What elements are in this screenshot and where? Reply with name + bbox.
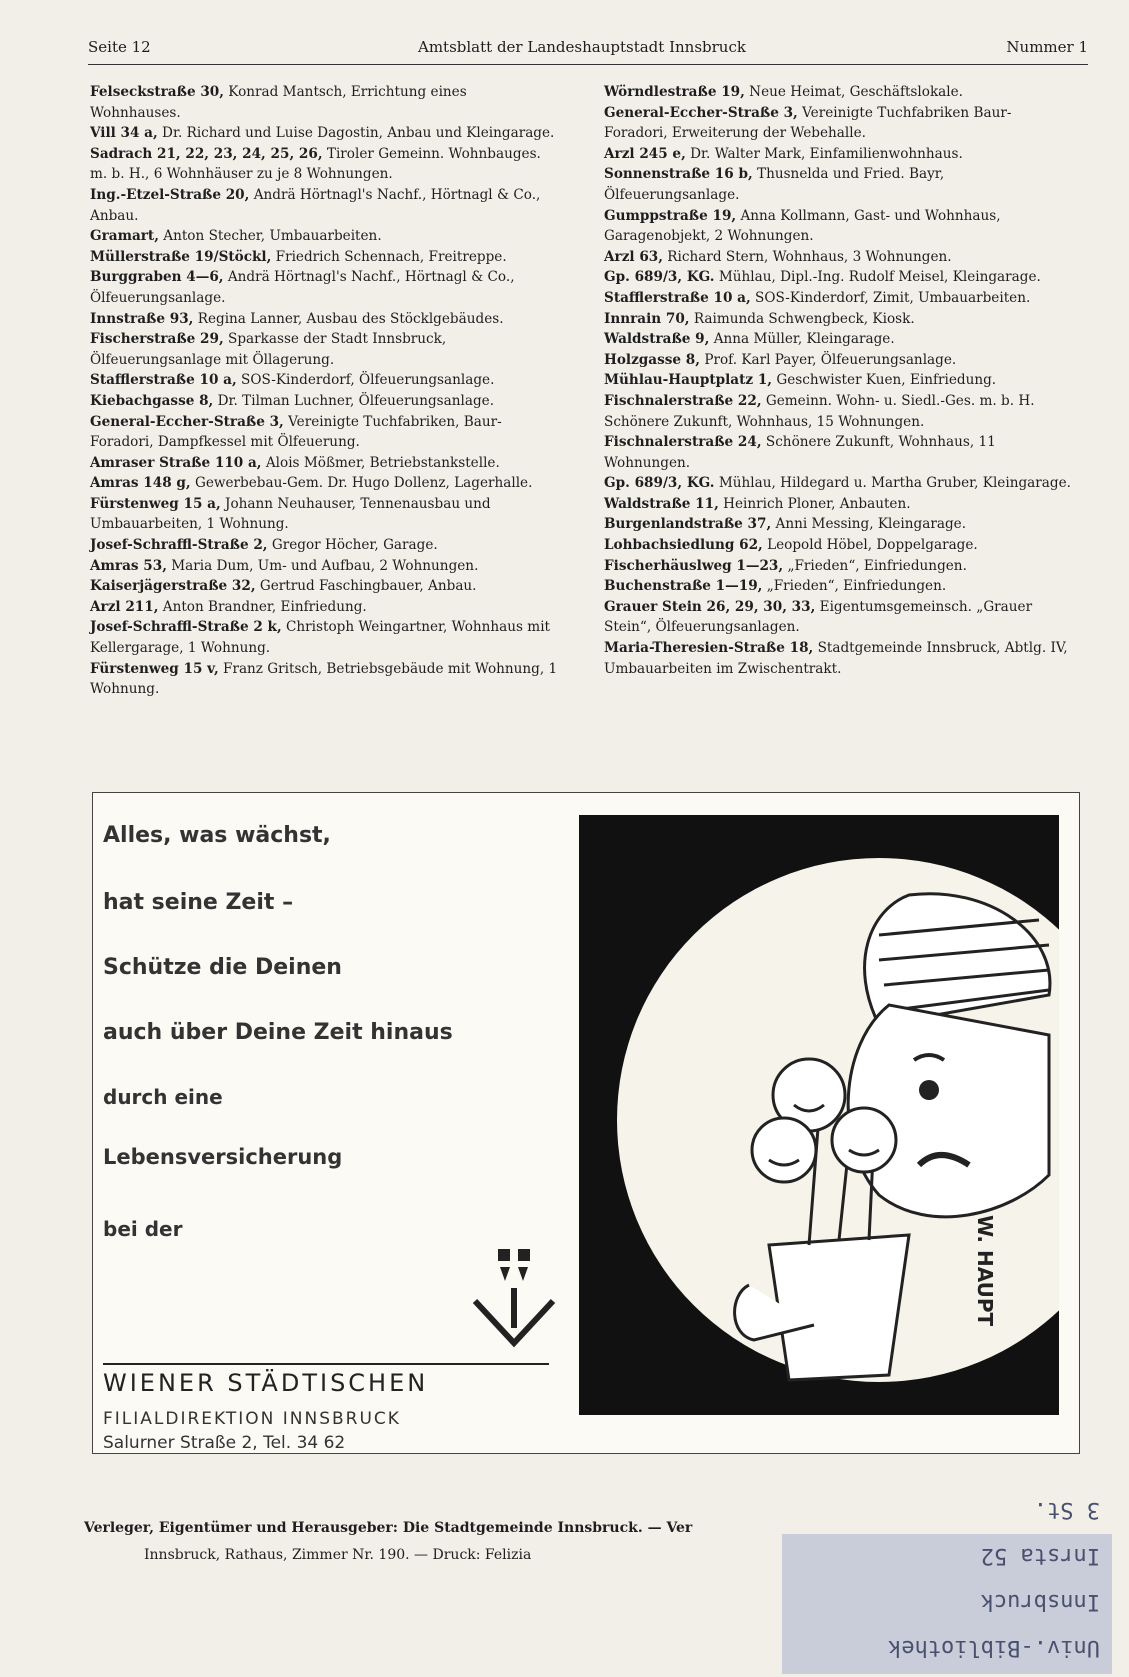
right-column xyxy=(604,82,1074,679)
stamp-line: Univ.-Bibliothek xyxy=(888,1635,1100,1660)
insurance-logo-icon xyxy=(469,1243,559,1353)
permit-entry xyxy=(90,226,560,247)
permit-details: SOS-Kinderdorf, Ölfeuerungsanlage. xyxy=(236,372,495,389)
permit-entry xyxy=(604,535,1074,556)
permit-details: Mühlau, Hildegard u. Martha Gruber, Kleingarage. xyxy=(714,475,1071,492)
permit-entry xyxy=(604,494,1074,515)
street-name: Kaiserjägerstraße 32, xyxy=(90,578,256,595)
street-name: Innrain 70, xyxy=(604,310,690,327)
imprint-line: Verleger, Eigentümer und Herausgeber: Die Stadtgemeinde Innsbruck. — Ver xyxy=(84,1520,693,1536)
issue-number: Nummer 1 xyxy=(1006,38,1088,56)
imprint xyxy=(84,1515,724,1569)
permit-entry xyxy=(604,247,1074,268)
street-name: Fischerhäuslweg 1—23, xyxy=(604,557,784,574)
permit-entry xyxy=(604,329,1074,350)
permit-entry xyxy=(604,597,1074,638)
permit-details: SOS-Kinderdorf, Zimit, Umbauarbeiten. xyxy=(750,289,1031,306)
permit-details: Maria Dum, Um- und Aufbau, 2 Wohnungen. xyxy=(166,557,479,574)
permit-details: Regina Lanner, Ausbau des Stöcklgebäudes. xyxy=(193,310,504,327)
permit-entry xyxy=(604,164,1074,205)
permit-details: Raimunda Schwengbeck, Kiosk. xyxy=(689,310,915,327)
permit-entry xyxy=(604,370,1074,391)
street-name: Amras 53, xyxy=(90,557,167,574)
street-name: Mühlau-Hauptplatz 1, xyxy=(604,372,773,389)
permit-entry xyxy=(604,514,1074,535)
ad-line: hat seine Zeit – xyxy=(103,890,294,915)
permit-details: Anton Stecher, Umbauarbeiten. xyxy=(158,228,382,245)
street-name: Kiebachgasse 8, xyxy=(90,392,214,409)
page-header xyxy=(88,34,1088,65)
permit-details: Dr. Richard und Luise Dagostin, Anbau und Kleingarage. xyxy=(157,125,555,142)
permit-details: Franz Gritsch, Betriebsgebäude mit Wohnung, 1 Wohnung. xyxy=(90,660,558,698)
permit-details: Stadtgemeinde Innsbruck, Abtlg. IV, Umbauarbeiten im Zwischentrakt. xyxy=(604,640,1068,677)
permit-details: Alois Mößmer, Betriebstankstelle. xyxy=(261,454,500,471)
permit-entry xyxy=(604,350,1074,371)
stamp-line: Inrsta 52 xyxy=(980,1543,1100,1568)
street-name: Fürstenweg 15 v, xyxy=(90,660,219,677)
permit-details: Vereinigte Tuchfabriken, Baur-Foradori, Dampfkessel mit Ölfeuerung. xyxy=(90,413,502,451)
permit-entry xyxy=(90,123,560,144)
permit-entry xyxy=(604,473,1074,494)
street-name: Stafflerstraße 10 a, xyxy=(604,289,751,306)
permit-details: Christoph Weingartner, Wohnhaus mit Kellergarage, 1 Wohnung. xyxy=(90,619,551,657)
permit-details: Friedrich Schennach, Freitreppe. xyxy=(271,248,507,265)
permit-details: Neue Heimat, Geschäftslokale. xyxy=(744,84,963,100)
permit-entry xyxy=(90,535,560,556)
street-name: Gumppstraße 19, xyxy=(604,207,737,224)
street-name: Vill 34 a, xyxy=(90,125,158,142)
permit-entry xyxy=(90,370,560,391)
street-name: Arzl 211, xyxy=(90,598,159,615)
permit-entry xyxy=(90,576,560,597)
stamp-line: 3 St. xyxy=(1033,1497,1100,1522)
street-name: Arzl 63, xyxy=(604,248,663,265)
ad-line: auch über Deine Zeit hinaus xyxy=(103,1020,453,1045)
permit-entry xyxy=(604,144,1074,165)
permit-entry xyxy=(604,206,1074,247)
street-name: Gp. 689/3, KG. xyxy=(604,269,715,286)
street-name: Amraser Straße 110 a, xyxy=(90,454,262,471)
street-name: Gramart, xyxy=(90,228,159,245)
imprint-line: Innsbruck, Rathaus, Zimmer Nr. 190. — Druck: Felizia xyxy=(144,1547,532,1563)
permit-details: Andrä Hörtnagl's Nachf., Hörtnagl & Co., Anbau. xyxy=(90,186,541,224)
permit-details: Konrad Mantsch, Errichtung eines Wohnhauses. xyxy=(90,84,467,121)
permit-details: Gertrud Faschingbauer, Anbau. xyxy=(255,578,477,595)
permit-entry xyxy=(604,432,1074,473)
permit-entry xyxy=(604,638,1074,679)
permit-details: Tiroler Gemeinn. Wohnbauges. m. b. H., 6 Wohnhäuser zu je 8 Wohnungen. xyxy=(90,145,541,183)
permit-entry xyxy=(90,309,560,330)
permit-details: Prof. Karl Payer, Ölfeuerungsanlage. xyxy=(700,351,957,368)
permit-entry xyxy=(604,103,1074,144)
street-name: Amras 148 g, xyxy=(90,475,191,492)
permit-entry xyxy=(604,556,1074,577)
street-name: General-Eccher-Straße 3, xyxy=(90,413,284,430)
street-name: Burggraben 4—6, xyxy=(90,269,224,286)
permit-entry xyxy=(90,597,560,618)
permit-details: Gewerbebau-Gem. Dr. Hugo Dollenz, Lagerhalle. xyxy=(190,475,533,492)
library-stamp xyxy=(782,1497,1112,1674)
permit-details: Anna Kollmann, Gast- und Wohnhaus, Garagenobjekt, 2 Wohnungen. xyxy=(604,207,1001,245)
permit-details: Richard Stern, Wohnhaus, 3 Wohnungen. xyxy=(662,248,952,265)
permit-entry xyxy=(604,288,1074,309)
permit-entry xyxy=(90,473,560,494)
ad-line: Alles, was wächst, xyxy=(103,823,331,848)
street-name: Arzl 245 e, xyxy=(604,145,686,162)
left-column xyxy=(90,82,560,700)
permit-details: Johann Neuhauser, Tennenausbau und Umbauarbeiten, 1 Wohnung. xyxy=(90,495,491,533)
street-name: General-Eccher-Straße 3, xyxy=(604,104,798,121)
page-number: Seite 12 xyxy=(88,38,151,56)
street-name: Felseckstraße 30, xyxy=(90,84,224,100)
permit-details: „Frieden“, Einfriedungen. xyxy=(783,557,967,574)
permit-details: Geschwister Kuen, Einfriedung. xyxy=(772,372,997,389)
permit-entry xyxy=(90,412,560,453)
permit-details: Anni Messing, Kleingarage. xyxy=(771,516,967,533)
street-name: Fürstenweg 15 a, xyxy=(90,495,221,512)
permit-entry xyxy=(90,144,560,185)
permit-details: Schönere Zukunft, Wohnhaus, 11 Wohnungen. xyxy=(604,434,996,471)
publication-title: Amtsblatt der Landeshauptstadt Innsbruck xyxy=(418,38,746,56)
permit-entry xyxy=(90,267,560,308)
street-name: Fischnalerstraße 24, xyxy=(604,434,762,451)
street-name: Josef-Schraffl-Straße 2 k, xyxy=(90,619,282,636)
street-name: Wörndlestraße 19, xyxy=(604,84,745,100)
permit-details: „Frieden“, Einfriedungen. xyxy=(762,578,947,595)
permit-entry xyxy=(90,247,560,268)
permit-details: Thusnelda und Fried. Bayr, Ölfeuerungsanlage. xyxy=(604,166,945,203)
branch-name: FILIALDIREKTION INNSBRUCK xyxy=(103,1409,401,1429)
street-name: Ing.-Etzel-Straße 20, xyxy=(90,186,250,203)
ad-line: durch eine xyxy=(103,1085,223,1109)
permit-details: Vereinigte Tuchfabriken Baur-Foradori, Erweiterung der Webehalle. xyxy=(604,104,1012,142)
street-name: Stafflerstraße 10 a, xyxy=(90,372,237,389)
brand-name: WIENER STÄDTISCHEN xyxy=(103,1363,549,1397)
permit-details: Leopold Höbel, Doppelgarage. xyxy=(762,537,978,554)
permit-details: Sparkasse der Stadt Innsbruck, Ölfeuerungsanlage mit Öllagerung. xyxy=(90,331,447,368)
permit-entry xyxy=(90,494,560,535)
ad-line: Lebensversicherung xyxy=(103,1145,343,1169)
street-name: Lohbachsiedlung 62, xyxy=(604,537,763,554)
permit-entry xyxy=(90,556,560,577)
street-name: Burgenlandstraße 37, xyxy=(604,516,772,533)
permit-entry xyxy=(90,185,560,226)
permit-details: Andrä Hörtnagl's Nachf., Hörtnagl & Co., Ölfeuerungsanlage. xyxy=(90,269,515,306)
permit-entry xyxy=(604,82,1074,103)
stamp-line: Innsbruck xyxy=(980,1589,1100,1614)
permit-details: Mühlau, Dipl.-Ing. Rudolf Meisel, Kleingarage. xyxy=(714,269,1041,286)
permit-details: Heinrich Ploner, Anbauten. xyxy=(718,495,911,512)
street-name: Gp. 689/3, KG. xyxy=(604,475,715,492)
permit-entry xyxy=(604,267,1074,288)
permit-entry xyxy=(90,82,560,123)
gardener-illustration xyxy=(579,815,1059,1415)
permit-details: Gregor Höcher, Garage. xyxy=(267,537,438,554)
street-name: Sadrach 21, 22, 23, 24, 25, 26, xyxy=(90,145,323,162)
permit-entry xyxy=(90,617,560,658)
permit-entry xyxy=(90,329,560,370)
street-name: Fischerstraße 29, xyxy=(90,331,224,348)
permit-details: Dr. Walter Mark, Einfamilienwohnhaus. xyxy=(685,145,963,162)
artist-signature: W. HAUPT xyxy=(973,1215,997,1327)
street-name: Innstraße 93, xyxy=(90,310,194,327)
permit-details: Eigentumsgemeinsch. „Grauer Stein“, Ölfeuerungsanlagen. xyxy=(604,598,1033,636)
street-name: Josef-Schraffl-Straße 2, xyxy=(90,537,268,554)
permit-entry xyxy=(90,391,560,412)
street-name: Müllerstraße 19/Stöckl, xyxy=(90,248,272,265)
street-name: Waldstraße 9, xyxy=(604,331,710,348)
insurance-ad xyxy=(92,792,1080,1454)
permit-entry xyxy=(90,453,560,474)
street-name: Fischnalerstraße 22, xyxy=(604,392,762,409)
permit-entry xyxy=(604,309,1074,330)
permit-details: Anna Müller, Kleingarage. xyxy=(709,331,895,348)
permit-entry xyxy=(604,576,1074,597)
street-name: Sonnenstraße 16 b, xyxy=(604,166,753,183)
branch-address: Salurner Straße 2, Tel. 34 62 xyxy=(103,1433,346,1453)
ad-line: Schütze die Deinen xyxy=(103,955,342,980)
street-name: Holzgasse 8, xyxy=(604,351,700,368)
permit-details: Gemeinn. Wohn- u. Siedl.-Ges. m. b. H. Schönere Zukunft, Wohnhaus, 15 Wohnungen. xyxy=(604,392,1035,430)
street-name: Buchenstraße 1—19, xyxy=(604,578,763,595)
permit-details: Dr. Tilman Luchner, Ölfeuerungsanlage. xyxy=(213,392,495,409)
ad-line: bei der xyxy=(103,1217,183,1241)
permit-entry xyxy=(90,659,560,700)
street-name: Waldstraße 11, xyxy=(604,495,719,512)
permit-details: Anton Brandner, Einfriedung. xyxy=(158,598,367,615)
permit-entry xyxy=(604,391,1074,432)
street-name: Grauer Stein 26, 29, 30, 33, xyxy=(604,598,816,615)
street-name: Maria-Theresien-Straße 18, xyxy=(604,640,814,657)
